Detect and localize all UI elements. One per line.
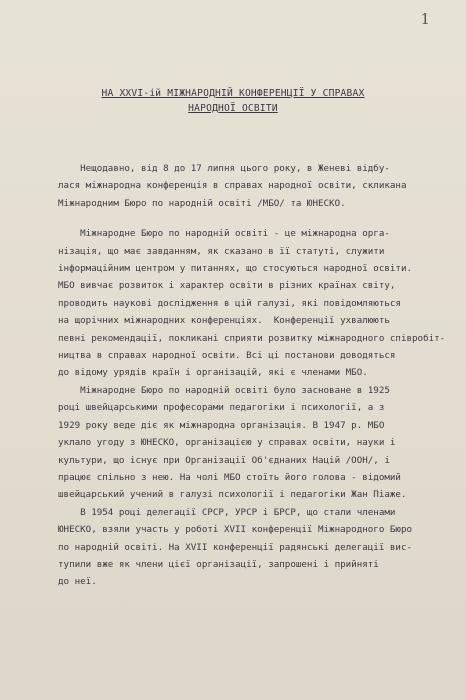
paragraph-4 [58,504,460,591]
text-line: нізація, що має завданням, як сказано в її статуті, служити [58,245,385,257]
text-line: 1929 року веде діє як міжнародна організація. В 1947 р. МБО [58,419,385,431]
text-line: Нещодавно, від 8 до 17 липня цього року, в Женеві відбу- [58,163,390,174]
text-line: до відому урядів країн і організацій, які є членами МБО. [58,367,368,379]
document-title [0,86,466,116]
paragraph-2 [58,225,460,382]
text-line: В 1954 році делегації СРСР, УРСР і БРСР, що стали членами [58,506,396,518]
paragraph-1 [58,160,460,212]
text-line: інформаційним центром у питаннях, що стосуються народної освіти. [58,263,413,275]
text-line: МБО вивчає розвиток і характер освіти в різних країнах світу, [58,280,396,292]
text-line: на щорічних міжнародних конференціях. Конференції ухвалюють [58,315,390,327]
text-line: лася міжнародна конференція в справах народної освіти, скликана [58,180,407,192]
text-line: Міжнародне Бюро по народній освіті - це міжнародна орга- [58,228,390,240]
text-line: Міжнародне Бюро по народній освіті було засноване в 1925 [58,384,390,396]
text-line: проводить наукові дослідження в цій галузі, які повідомляються [58,297,401,309]
title-line-1: НА XXVI-ій МІЖНАРОДНІЙ КОНФЕРЕНЦІЇ У СПРАВАХ [101,88,365,99]
text-line: Міжнародним Бюро по народній освіті /МБО/ та ЮНЕСКО. [58,197,346,209]
text-line: ЮНЕСКО, взяли участь у роботі XVII конференції Міжнародного Бюро [58,524,413,536]
paragraph-3 [58,382,460,504]
document-body [58,160,460,591]
title-line-2: НАРОДНОЇ ОСВІТИ [188,103,278,114]
text-line: швейцарський учений в галузі психології і педагогіки Жан Піаже. [58,489,407,501]
text-line: до неї. [58,576,97,588]
text-line: певні рекомендації, покликані сприяти розвитку міжнародного співробіт- [58,332,446,344]
text-line: уклало угоду з ЮНЕСКО, організацією у справах освіти, науки і [58,437,396,449]
text-line: ництва в справах народної освіти. Всі ці постанови доводяться [58,350,396,362]
text-line: тупили вже як члени цієї організації, запрошені і прийняті [58,558,379,570]
text-line: культури, що існує при Організації Об'єднаних Націй /ООН/, і [58,454,390,466]
text-line: працює спільно з нею. На чолі МБО стоїть його голова - відомий [58,471,401,483]
text-line: році швейцарськими професорами педагогіки і психології, а з [58,402,385,414]
page-number: 1 [420,10,430,28]
text-line: по народній освіті. На XVII конференції радянські делегації вис- [58,541,413,553]
